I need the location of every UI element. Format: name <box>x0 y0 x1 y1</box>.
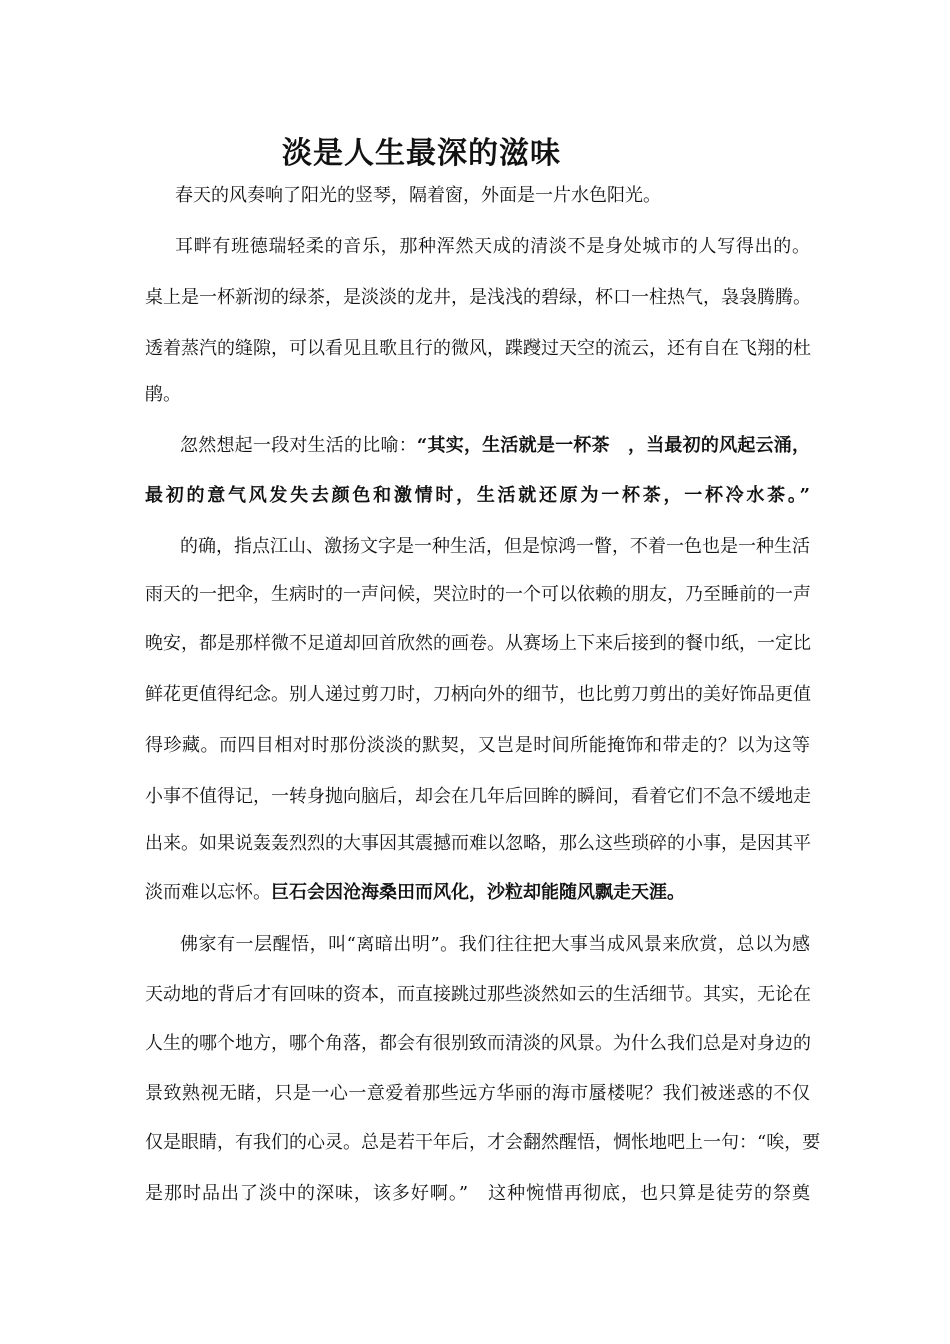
paragraph-line: 雨天的一把伞，生病时的一声问候，哭泣时的一个可以依赖的朋友，乃至睡前的一声 <box>145 584 811 605</box>
paragraph-line: 鲜花更值得纪念。别人递过剪刀时，刀柄向外的细节，也比剪刀剪出的美好饰品更值 <box>145 684 811 705</box>
paragraph-line: 耳畔有班德瑞轻柔的音乐，那种浑然天成的清淡不是身处城市的人写得出的。 <box>175 236 810 257</box>
paragraph-line: 鹃。 <box>145 384 181 405</box>
paragraph-line: 天动地的背后才有回味的资本，而直接跳过那些淡然如云的生活细节。其实，无论在 <box>145 984 811 1005</box>
paragraph-line: 的确，指点江山、激扬文字是一种生活，但是惊鸿一瞥，不着一色也是一种生活 <box>180 536 810 557</box>
paragraph-line: 透着蒸汽的缝隙，可以看见且歌且行的微风，蹀躞过天空的流云，还有自在飞翔的杜 <box>145 338 811 359</box>
paragraph-line: 得珍藏。而四目相对时那份淡淡的默契，又岂是时间所能掩饰和带走的？以为这等 <box>145 735 810 756</box>
document-title: 淡是人生最深的滋味 <box>282 136 561 171</box>
paragraph-line: 晚安，都是那样微不足道却回首欣然的画卷。从赛场上下来后接到的餐巾纸，一定比 <box>145 633 811 654</box>
bold-emphasis-text: 巨石会因沧海桑田而风化，沙粒却能随风飘走天涯。 <box>271 882 685 903</box>
paragraph-line: 小事不值得记，一转身抛向脑后，却会在几年后回眸的瞬间，看着它们不急不缓地走 <box>145 786 811 807</box>
paragraph-line: 人生的哪个地方，哪个角落，都会有很别致而清淡的风景。为什么我们总是对身边的 <box>145 1033 811 1054</box>
bold-quote-line: 最初的意气风发失去颜色和激情时，生活就还原为一杯茶，一杯冷水茶。” <box>145 485 810 506</box>
paragraph-line: 佛家有一层醒悟，叫“离暗出明”。我们往往把大事当成风景来欣赏，总以为感 <box>180 934 810 955</box>
paragraph-line: 景致熟视无睹，只是一心一意爱着那些远方华丽的海市蜃楼呢？我们被迷惑的不仅 <box>145 1083 810 1104</box>
paragraph-line: 仅是眼睛，有我们的心灵。总是若干年后，才会翻然醒悟，惆怅地吧上一句：“唉，要 <box>145 1132 821 1153</box>
paragraph-text: 忽然想起一段对生活的比喻： <box>180 435 417 456</box>
paragraph-line <box>145 881 810 905</box>
paragraph-line: 桌上是一杯新沏的绿茶，是淡淡的龙井，是浅浅的碧绿，杯口一柱热气，袅袅腾腾。 <box>145 287 811 308</box>
paragraph-text: 淡而难以忘怀。 <box>145 882 271 903</box>
paragraph-line: 出来。如果说轰轰烈烈的大事因其震撼而难以忽略，那么这些琐碎的小事，是因其平 <box>145 833 811 854</box>
quote-paragraph-line <box>180 434 810 458</box>
paragraph-line: 春天的风奏响了阳光的竖琴，隔着窗，外面是一片水色阳光。 <box>175 185 661 206</box>
paragraph-line: 是那时品出了淡中的深味，该多好啊。” 这种惋惜再彻底，也只算是徒劳的祭奠 <box>145 1183 810 1204</box>
bold-quote-text: “其实，生活就是一杯茶 ，当最初的风起云涌， <box>416 435 810 456</box>
